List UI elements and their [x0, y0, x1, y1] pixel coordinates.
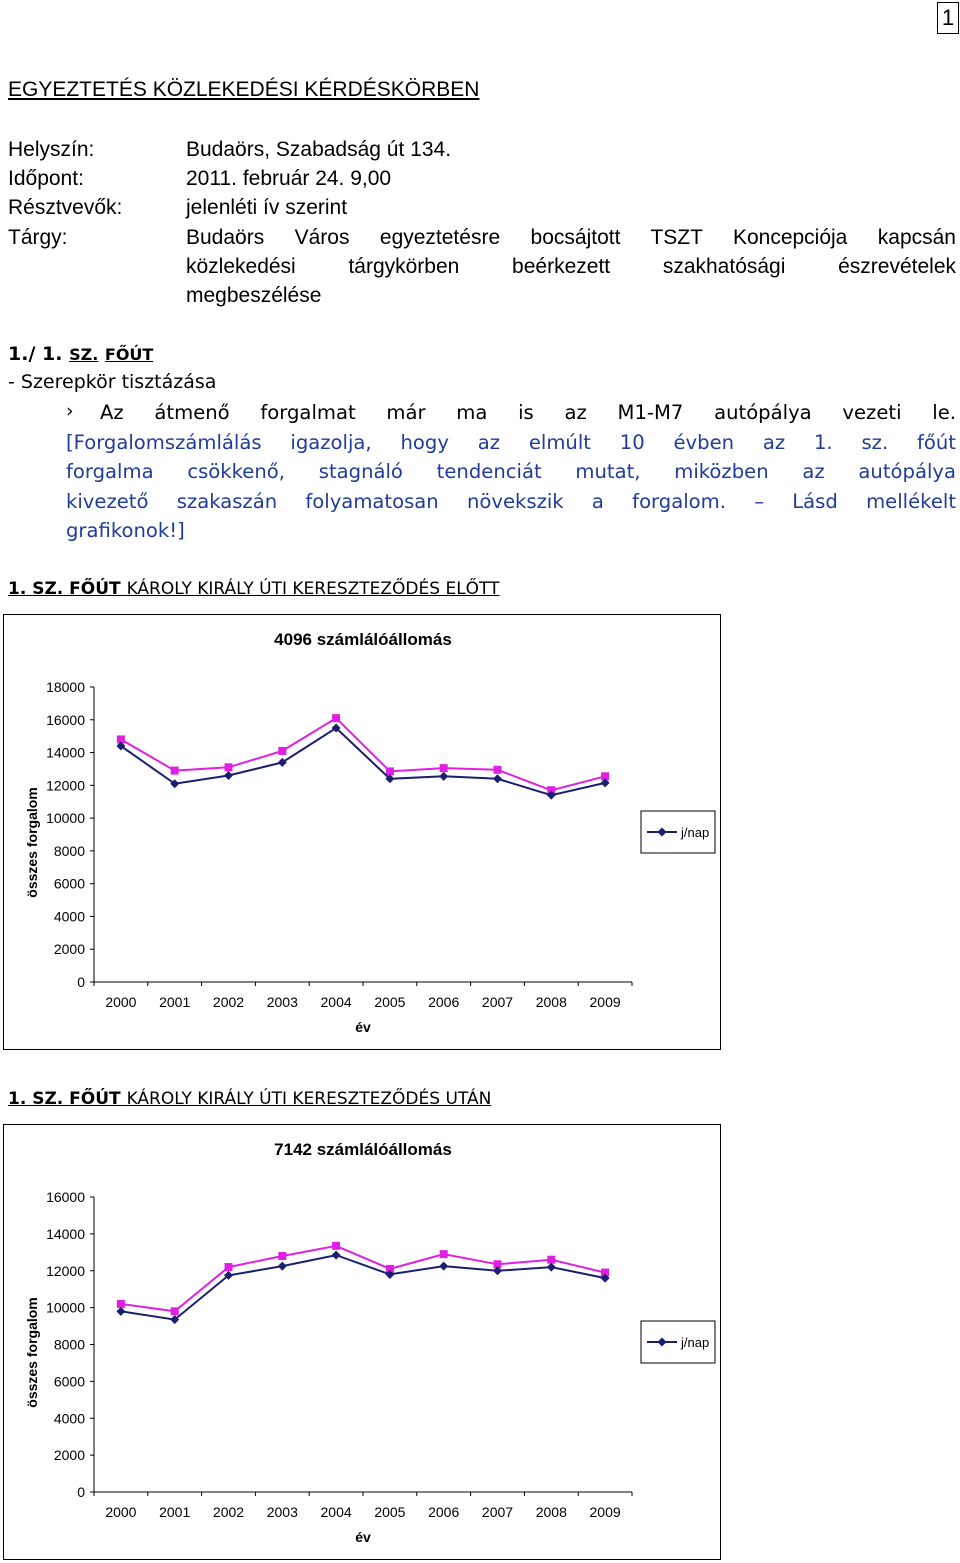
x-tick-label: 2001	[159, 1504, 191, 1520]
chart-title: 7142 számlálóállomás	[274, 1140, 452, 1159]
data-point	[547, 1256, 555, 1264]
x-axis-title: év	[355, 1019, 371, 1035]
data-point	[278, 747, 286, 755]
chart2-heading-road: FŐÚT	[69, 1089, 121, 1109]
x-tick-label: 2004	[320, 994, 352, 1010]
x-tick-label: 2000	[105, 1504, 137, 1520]
data-point	[332, 1251, 341, 1260]
chart1-heading-road: FŐÚT	[69, 579, 121, 599]
chart2-heading-rest: KÁROLY KIRÁLY ÚTI KERESZTEZŐDÉS UTÁN	[126, 1089, 492, 1109]
y-tick-label: 0	[77, 1484, 85, 1500]
data-point	[171, 767, 179, 775]
paragraph-line: [Forgalomszámlálás igazolja, hogy az elmúlt 10 évben az 1. sz. főút	[66, 430, 956, 454]
traffic-paragraph	[66, 398, 956, 546]
chart2-frame	[3, 1124, 721, 1560]
y-tick-label: 0	[77, 974, 85, 990]
chart1-frame	[3, 614, 721, 1050]
chart-title: 4096 számlálóállomás	[274, 630, 452, 649]
y-tick-label: 16000	[46, 711, 85, 728]
x-tick-label: 2005	[374, 1504, 406, 1520]
data-point	[278, 1252, 286, 1260]
data-point	[332, 1242, 340, 1250]
chart2-heading	[8, 1089, 491, 1109]
x-axis-title: év	[355, 1529, 371, 1545]
y-tick-label: 4000	[53, 908, 85, 925]
y-tick-label: 12000	[46, 1262, 85, 1279]
data-point	[171, 1307, 179, 1315]
document-title: EGYEZTETÉS KÖZLEKEDÉSI KÉRDÉSKÖRBEN	[8, 78, 480, 101]
x-tick-label: 2005	[374, 994, 406, 1010]
series-line	[121, 1246, 605, 1311]
data-point	[117, 1300, 125, 1308]
data-point	[386, 767, 394, 775]
legend-label: j/nap	[681, 1335, 710, 1350]
y-tick-label: 10000	[46, 1299, 85, 1316]
x-tick-label: 2009	[589, 1504, 621, 1520]
x-tick-label: 2008	[535, 1504, 567, 1520]
section-sz: SZ.	[69, 345, 99, 364]
x-tick-label: 2003	[266, 1504, 298, 1520]
bullet-arrow-icon: ›	[66, 400, 74, 422]
meta-value-location: Budaörs, Szabadság út 134.	[186, 138, 452, 161]
data-point	[547, 1263, 556, 1272]
section-heading	[8, 343, 153, 365]
data-point	[440, 1250, 448, 1258]
page-number: 1	[937, 2, 959, 34]
data-point	[224, 771, 233, 780]
data-point	[116, 1307, 125, 1316]
chart1-heading-rest: KÁROLY KIRÁLY ÚTI KERESZTEZŐDÉS ELŐTT	[126, 579, 500, 599]
data-point	[440, 764, 448, 772]
data-point	[439, 1262, 448, 1271]
chart1-heading	[8, 579, 500, 599]
meta-label-time: Időpont:	[8, 167, 84, 190]
role-clarification: - Szerepkör tisztázása	[8, 371, 217, 393]
section-number: 1./ 1.	[8, 343, 63, 365]
chart2-svg	[4, 1125, 720, 1559]
y-tick-label: 6000	[53, 875, 85, 892]
x-tick-label: 2001	[159, 994, 191, 1010]
chart2-heading-num: 1.	[8, 1089, 27, 1109]
meta-value-subject-line-1: Budaörs Város egyeztetésre bocsájtott TSZT Koncepciója kapcsán	[186, 226, 956, 249]
meta-value-subject-line-2: közlekedési tárgykörben beérkezett szakhatósági észrevételek	[186, 255, 956, 278]
data-point	[332, 714, 340, 722]
x-tick-label: 2002	[212, 994, 245, 1010]
y-tick-label: 4000	[53, 1410, 85, 1427]
chart2-heading-sz: SZ.	[32, 1089, 64, 1109]
y-tick-label: 8000	[53, 842, 85, 859]
y-tick-label: 8000	[53, 1336, 85, 1353]
data-point	[225, 1263, 233, 1271]
chart1-heading-num: 1.	[8, 579, 27, 599]
y-tick-label: 16000	[46, 1189, 85, 1205]
y-tick-label: 2000	[53, 941, 85, 958]
meta-label-participants: Résztvevők:	[8, 196, 123, 219]
x-tick-label: 2008	[535, 994, 567, 1010]
x-tick-label: 2006	[428, 1504, 460, 1520]
meta-value-time: 2011. február 24. 9,00	[186, 167, 392, 190]
chart1-heading-sz: SZ.	[32, 579, 64, 599]
y-tick-label: 10000	[46, 810, 85, 827]
y-axis-title: összes forgalom	[24, 787, 40, 898]
series-line	[121, 728, 605, 795]
data-point	[225, 763, 233, 771]
y-tick-label: 2000	[53, 1447, 85, 1464]
x-tick-label: 2002	[212, 1504, 245, 1520]
data-point	[493, 774, 502, 783]
meta-label-location: Helyszín:	[8, 138, 95, 161]
x-tick-label: 2000	[105, 994, 137, 1010]
y-tick-label: 6000	[53, 1373, 85, 1390]
series-line	[121, 1255, 605, 1320]
data-point	[494, 766, 502, 774]
x-tick-label: 2006	[428, 994, 460, 1010]
x-tick-label: 2007	[481, 994, 514, 1010]
paragraph-line: grafikonok!]	[66, 519, 185, 542]
y-tick-label: 14000	[46, 1225, 85, 1242]
y-tick-label: 14000	[46, 744, 85, 761]
data-point	[278, 1262, 287, 1271]
y-tick-label: 18000	[46, 679, 85, 695]
x-tick-label: 2003	[266, 994, 298, 1010]
x-tick-label: 2007	[481, 1504, 514, 1520]
data-point	[439, 772, 448, 781]
x-tick-label: 2004	[320, 1504, 352, 1520]
paragraph-line: forgalma csökkenő, stagnáló tendenciát mutat, miközben az autópálya	[66, 460, 956, 483]
y-tick-label: 12000	[46, 777, 85, 794]
x-tick-label: 2009	[589, 994, 621, 1010]
meta-value-participants: jelenléti ív szerint	[186, 196, 348, 219]
chart1-svg	[4, 615, 720, 1049]
legend-label: j/nap	[681, 825, 710, 840]
meta-value-subject-line-3: megbeszélése	[186, 284, 322, 307]
meta-label-subject: Tárgy:	[8, 226, 68, 249]
y-axis-title: összes forgalom	[24, 1297, 40, 1408]
section-road: FŐÚT	[104, 345, 154, 364]
paragraph-line: kivezető szakaszán folyamatosan növekszik a forgalom. – Lásd mellékelt	[66, 489, 956, 513]
paragraph-line: Az átmenő forgalmat már ma is az M1-M7 autópálya vezeti le.	[100, 401, 956, 424]
